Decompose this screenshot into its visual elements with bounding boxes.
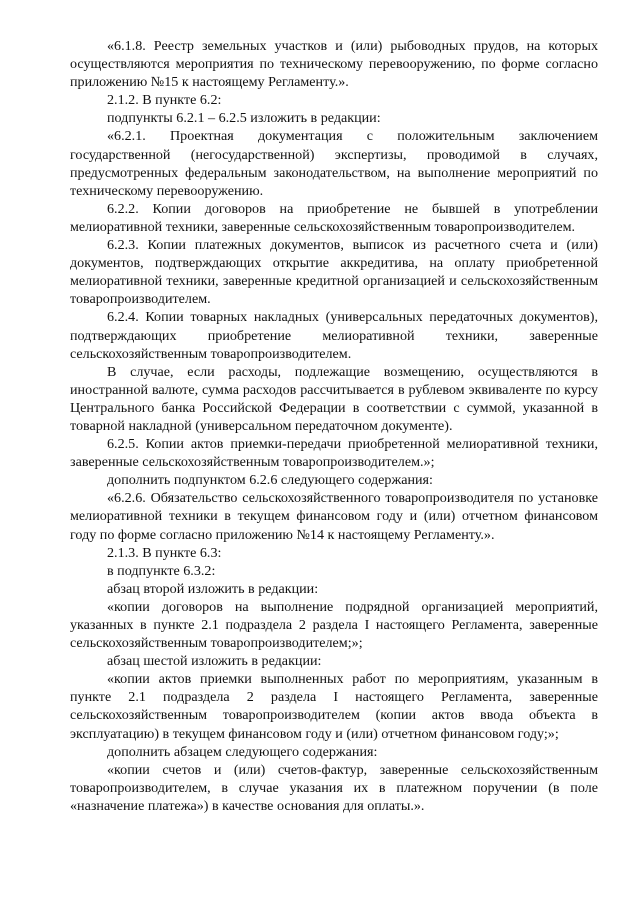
paragraph-6-1-8: «6.1.8. Реестр земельных участков и (или) рыбоводных прудов, на которых осуществляются мероприятия по техническому перевооружению, по форме согласно приложению №15 к настоящему Регламенту.».: [70, 38, 598, 91]
paragraph-6-3-2: в подпункте 6.3.2:: [107, 562, 216, 579]
paragraph-abzac-vtoroy: абзац второй изложить в редакции:: [107, 580, 319, 597]
paragraph-foreign-currency: В случае, если расходы, подлежащие возмещению, осуществляются в иностранной валюте, сумма расходов рассчитывается в рублевом эквиваленте по курсу Центрального банка Российской Федерации в соответствии с суммой, указанной в товарной накладной (универсальном передаточном документе).: [70, 363, 598, 434]
paragraph-abzac-shestoy: абзац шестой изложить в редакции:: [107, 653, 322, 670]
paragraph-6-2-4: 6.2.4. Копии товарных накладных (универсальных передаточных документов), подтверждающих приобретение мелиоративной техники, заверенные сельскохозяйственным товаропроизводителем.: [70, 309, 598, 362]
paragraph-contracts-copies: «копии договоров на выполнение подрядной организацией мероприятий, указанных в пункте 2.1 подраздела 2 раздела I настоящего Регламента, заверенные сельскохозяйственным товаропроизводителем;»;: [70, 598, 598, 652]
paragraph-6-2-2: 6.2.2. Копии договоров на приобретение не бывшей в употреблении мелиоративной техники, заверенные сельскохозяйственным товаропроизводителем.: [70, 200, 598, 235]
paragraph-6-2-6: «6.2.6. Обязательство сельскохозяйственного товаропроизводителя по установке мелиоративной техники в текущем финансовом году и (или) отчетном финансовом году по форме согласно приложению №14 к настоящему Регламенту.».: [70, 490, 598, 543]
paragraph-acts-copies: «копии актов приемки выполненных работ по мероприятиям, указанным в пункте 2.1 подраздела 2 раздела I настоящего Регламента, заверенные сельскохозяйственным товаропроизводителем (копии актов ввода объекта в эксплуатацию) в текущем финансовом году и (или) отчетном финансовом году;»;: [70, 671, 598, 742]
paragraph-2-1-3: 2.1.3. В пункте 6.3:: [107, 544, 222, 561]
paragraph-6-2-1: «6.2.1. Проектная документация с положительным заключением государственной (негосударственной) экспертизы, проводимой в случаях, предусмотренных федеральным законодательством, на выполнение мероприятий по техническому перевооружению.: [70, 128, 598, 199]
paragraph-2-1-2: 2.1.2. В пункте 6.2:: [107, 92, 222, 109]
paragraph-6-2-5: 6.2.5. Копии актов приемки-передачи приобретенной мелиоративной техники, заверенные сельскохозяйственным товаропроизводителем.»;: [70, 436, 598, 471]
paragraph-6-2-3: 6.2.3. Копии платежных документов, выписок из расчетного счета и (или) документов, подтверждающих открытие аккредитива, на оплату приобретенной мелиоративной техники, заверенные кредитной организацией и сельскохозяйственным товаропроизводителем.: [70, 237, 598, 308]
paragraph-add-abzac: дополнить абзацем следующего содержания:: [107, 743, 378, 760]
paragraph-subpoints-intro: подпункты 6.2.1 – 6.2.5 изложить в редакции:: [107, 110, 381, 127]
paragraph-add-6-2-6: дополнить подпунктом 6.2.6 следующего содержания:: [107, 472, 433, 489]
paragraph-invoices-copies: «копии счетов и (или) счетов-фактур, заверенные сельскохозяйственным товаропроизводителем, в случае указания их в платежном поручении (в поле «назначение платежа») в качестве основания для оплаты.».: [70, 761, 598, 814]
